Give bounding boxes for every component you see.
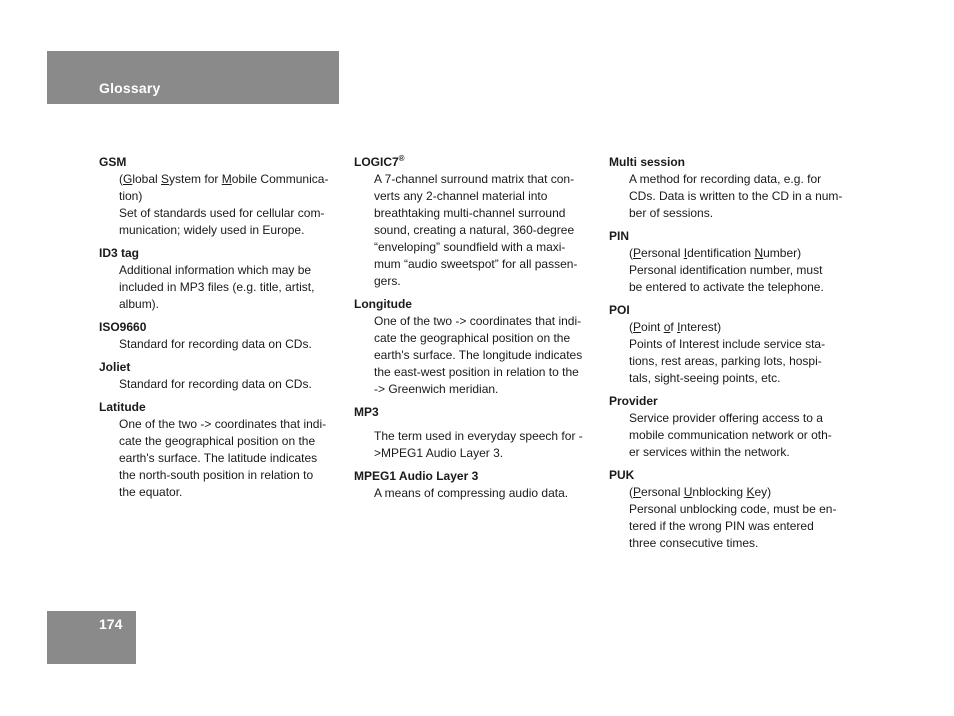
definition-line: -> Greenwich meridian. (374, 382, 499, 396)
glossary-entry-provider (609, 393, 849, 461)
definition-line: The term used in everyday speech for - (374, 429, 583, 443)
definition-line: Standard for recording data on CDs. (119, 377, 312, 391)
definition-line: breathtaking multi-channel surround (374, 206, 566, 220)
glossary-entry-pin (609, 228, 849, 296)
definition-line: sound, creating a natural, 360-degree (374, 223, 575, 237)
definition-line: earth's surface. The latitude indicates (119, 451, 318, 465)
glossary-definition (119, 262, 339, 313)
definition-line: included in MP3 files (e.g. title, artist, (119, 280, 315, 294)
glossary-term: LOGIC7® (354, 154, 405, 169)
definition-line: Additional information which may be (119, 263, 312, 277)
definition-line: Set of standards used for cellular com- (119, 206, 325, 220)
header-bar (47, 51, 339, 104)
glossary-definition (374, 421, 594, 462)
definition-line: CDs. Data is written to the CD in a num- (629, 189, 843, 203)
definition-line: Standard for recording data on CDs. (119, 337, 312, 351)
abbreviation-expansion: (Point of Interest) (629, 320, 722, 334)
glossary-term: GSM (99, 155, 127, 169)
page-number: 174 (99, 616, 123, 632)
definition-line: One of the two -> coordinates that indi- (374, 314, 582, 328)
definition-line: be entered to activate the telephone. (629, 280, 824, 294)
glossary-term: ISO9660 (99, 320, 147, 334)
definition-line: gers. (374, 274, 401, 288)
glossary-term: Longitude (354, 297, 412, 311)
glossary-entry-iso9660 (99, 319, 339, 353)
glossary-term: MP3 (354, 405, 379, 419)
definition-line: tered if the wrong PIN was entered (629, 519, 814, 533)
definition-line: Service provider offering access to a (629, 411, 823, 425)
definition-line: the north-south position in relation to (119, 468, 314, 482)
glossary-entry-mp3 (354, 404, 594, 462)
definition-line: cate the geographical position on the (374, 331, 571, 345)
registered-mark: ® (398, 154, 405, 163)
glossary-entry-joliet (99, 359, 339, 393)
glossary-term: ID3 tag (99, 246, 140, 260)
glossary-column-1 (99, 154, 339, 507)
glossary-entry-puk (609, 467, 849, 552)
glossary-entry-poi (609, 302, 849, 387)
glossary-term: Provider (609, 394, 658, 408)
glossary-term: PUK (609, 468, 635, 482)
definition-line: A method for recording data, e.g. for (629, 172, 822, 186)
glossary-term: MPEG1 Audio Layer 3 (354, 469, 479, 483)
glossary-column-2 (354, 154, 594, 508)
abbreviation-expansion: (Personal Identification Number) (629, 246, 802, 260)
definition-line: tals, sight-seeing points, etc. (629, 371, 781, 385)
definition-line: tions, rest areas, parking lots, hospi- (629, 354, 822, 368)
glossary-entry-latitude (99, 399, 339, 501)
glossary-definition (119, 376, 339, 393)
abbreviation-expansion: (Global System for Mobile Communica- (119, 172, 329, 186)
glossary-entry-gsm (99, 154, 339, 239)
definition-line: “enveloping” soundfield with a maxi- (374, 240, 566, 254)
glossary-definition (629, 245, 849, 296)
glossary-definition (374, 171, 594, 290)
definition-line: the equator. (119, 485, 183, 499)
definition-line: three consecutive times. (629, 536, 759, 550)
definition-line: A 7-channel surround matrix that con- (374, 172, 575, 186)
definition-line: A means of compressing audio data. (374, 486, 569, 500)
glossary-column-3 (609, 154, 849, 558)
glossary-term: PIN (609, 229, 630, 243)
glossary-entry-logic7 (354, 154, 594, 290)
definition-line: mobile communication network or oth- (629, 428, 832, 442)
glossary-definition (629, 319, 849, 387)
glossary-definition (119, 416, 339, 501)
definition-line: munication; widely used in Europe. (119, 223, 305, 237)
definition-line: cate the geographical position on the (119, 434, 316, 448)
glossary-entry-longitude (354, 296, 594, 398)
definition-line: mum “audio sweetspot” for all passen- (374, 257, 578, 271)
glossary-definition (119, 336, 339, 353)
glossary-definition (374, 485, 594, 502)
definition-line: verts any 2-channel material into (374, 189, 548, 203)
page-number-box (47, 611, 136, 664)
section-title: Glossary (99, 80, 161, 96)
definition-line: >MPEG1 Audio Layer 3. (374, 446, 504, 460)
definition-line: ber of sessions. (629, 206, 714, 220)
glossary-entry-mpeg1 (354, 468, 594, 502)
definition-line: Personal unblocking code, must be en- (629, 502, 837, 516)
glossary-definition (374, 313, 594, 398)
definition-line: One of the two -> coordinates that indi- (119, 417, 327, 431)
glossary-entry-id3-tag (99, 245, 339, 313)
glossary-term: POI (609, 303, 630, 317)
definition-line: er services within the network. (629, 445, 790, 459)
abbreviation-expansion: (Personal Unblocking Key) (629, 485, 772, 499)
definition-line: Points of Interest include service sta- (629, 337, 826, 351)
glossary-term: Joliet (99, 360, 131, 374)
definition-line: tion) (119, 189, 143, 203)
definition-line: album). (119, 297, 160, 311)
glossary-definition (119, 171, 339, 239)
definition-line: the east-west position in relation to the (374, 365, 579, 379)
glossary-term: Multi session (609, 155, 686, 169)
glossary-term: Latitude (99, 400, 146, 414)
glossary-definition (629, 171, 849, 222)
glossary-definition (629, 484, 849, 552)
glossary-definition (629, 410, 849, 461)
definition-line: earth's surface. The longitude indicates (374, 348, 583, 362)
definition-line: Personal identification number, must (629, 263, 823, 277)
glossary-entry-multi-session (609, 154, 849, 222)
